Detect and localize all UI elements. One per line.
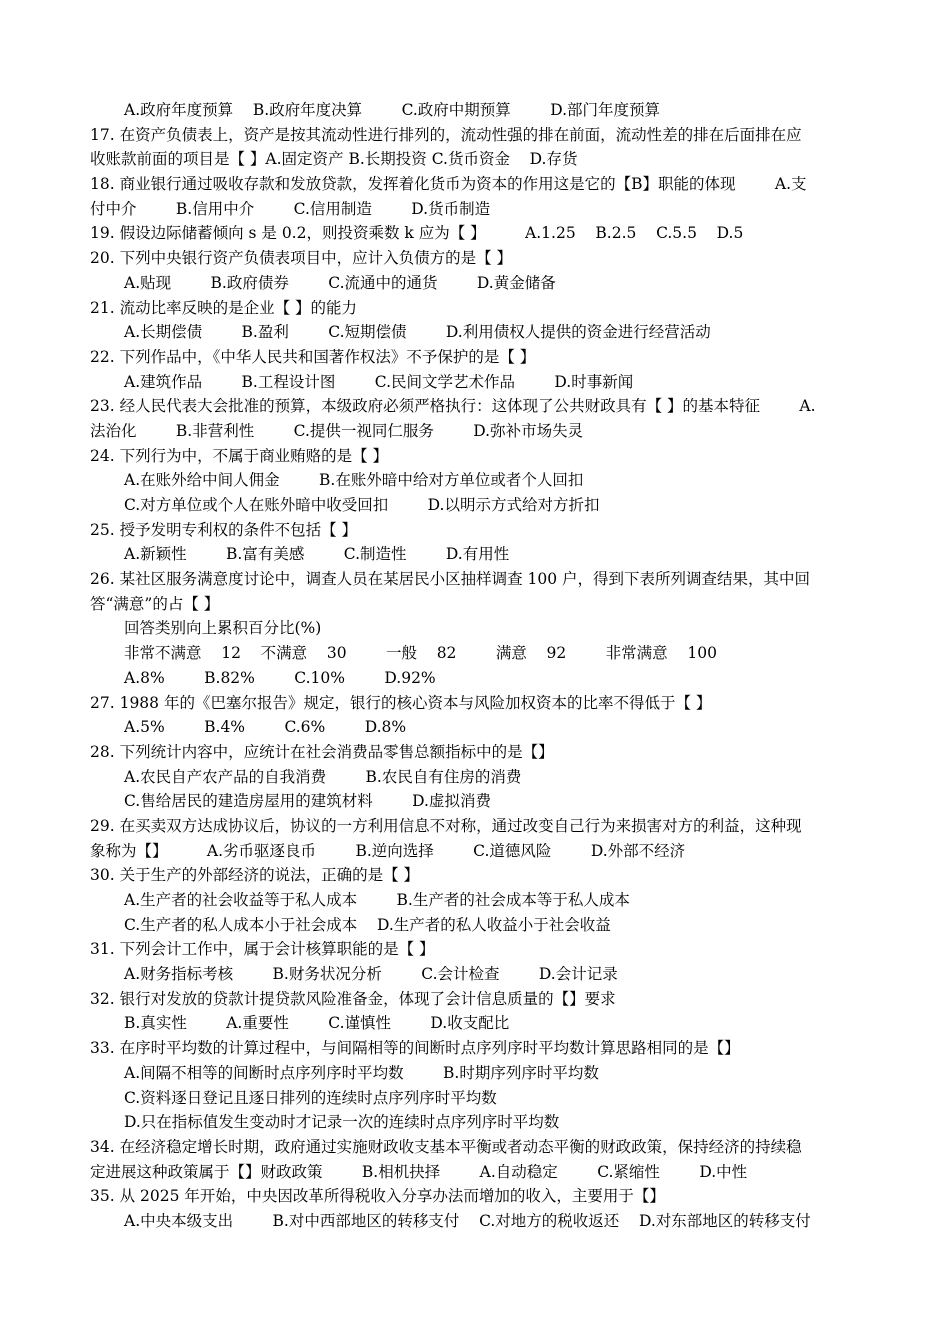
text-line: A.5% B.4% C.6% D.8% (124, 718, 407, 737)
text-line: 26. 某社区服务满意度讨论中，调查人员在某居民小区抽样调查 100 户，得到下表所列调查结果，其中回 (90, 570, 811, 589)
question-text-body (90, 98, 862, 1234)
text-line: 31. 下列会计工作中，属于会计核算职能的是【 】 (90, 940, 435, 959)
text-line: 22. 下列作品中，《中华人民共和国著作权法》不予保护的是【 】 (90, 347, 536, 366)
text-line: 28. 下列统计内容中，应统计在社会消费品零售总额指标中的是【】 (90, 742, 554, 761)
text-line: 20. 下列中央银行资产负债表项目中，应计入负债方的是【 】 (90, 249, 513, 268)
text-line: A.农民自产农产品的自我消费 B.农民自有住房的消费 (124, 767, 522, 786)
text-line: 34. 在经济稳定增长时期，政府通过实施财政收支基本平衡或者动态平衡的财政政策，保持经济的持续稳 (90, 1137, 802, 1156)
text-line: 32. 银行对发放的贷款计提贷款风险准备金，体现了会计信息质量的【】要求 (90, 989, 616, 1008)
text-line: 33. 在序时平均数的计算过程中，与间隔相等的间断时点序列序时平均数计算思路相同的是【】 (90, 1039, 740, 1058)
text-line: 27. 1988 年的《巴塞尔报告》规定，银行的核心资本与风险加权资本的比率不得低于【 】 (90, 693, 712, 712)
text-line: 付中介 B.信用中介 C.信用制造 D.货币制造 (90, 199, 491, 218)
text-line: C.资料逐日登记且逐日排列的连续时点序列序时平均数 (124, 1088, 497, 1107)
text-line: A.新颖性 B.富有美感 C.制造性 D.有用性 (124, 545, 510, 564)
text-line: 象称为【】 A.劣币驱逐良币 B.逆向选择 C.道德风险 D.外部不经济 (90, 841, 686, 860)
text-line: 回答类别向上累积百分比(%) (124, 619, 322, 638)
text-line: 30. 关于生产的外部经济的说法，正确的是【 】 (90, 866, 420, 885)
text-line: A.在账外给中间人佣金 B.在账外暗中给对方单位或者个人回扣 (124, 471, 584, 490)
text-line: A.长期偿债 B.盈利 C.短期偿债 D.利用债权人提供的资金进行经营活动 (124, 323, 711, 342)
text-line: 29. 在买卖双方达成协议后，协议的一方利用信息不对称，通过改变自己行为来损害对方的利益，这种现 (90, 816, 802, 835)
text-line: A.贴现 B.政府债券 C.流通中的通货 D.黄金储备 (124, 273, 556, 292)
text-line: 收账款前面的项目是【 】A.固定资产 B.长期投资 C.货币资金 D.存货 (90, 150, 578, 169)
text-line: 19. 假设边际储蓄倾向 s 是 0.2，则投资乘数 k 应为【 】 A.1.25 B.2.5 C.5.5 D.5 (90, 224, 744, 243)
text-line: 17. 在资产负债表上，资产是按其流动性进行排列的，流动性强的排在前面，流动性差的排在后面排在应 (90, 125, 802, 144)
text-line: 法治化 B.非营利性 C.提供一视同仁服务 D.弥补市场失灵 (90, 421, 584, 440)
text-line: A.政府年度预算 B.政府年度决算 C.政府中期预算 D.部门年度预算 (124, 101, 661, 119)
text-line: A.建筑作品 B.工程设计图 C.民间文学艺术作品 D.时事新闻 (124, 372, 634, 391)
text-line: A.财务指标考核 B.财务状况分析 C.会计检查 D.会计记录 (124, 965, 618, 984)
text-line: C.售给居民的建造房屋用的建筑材料 D.虚拟消费 (124, 792, 491, 811)
text-line: C.生产者的私人成本小于社会成本 D.生产者的私人收益小于社会收益 (124, 915, 611, 934)
text-line: 18. 商业银行通过吸收存款和发放贷款，发挥着化货币为资本的作用这是它的【B】职能的体现 A.支 (90, 175, 807, 194)
text-line: B.真实性 A.重要性 C.谨慎性 D.收支配比 (124, 1014, 510, 1033)
text-line: 35. 从 2025 年开始，中央因改革所得税收入分享办法而增加的收入，主要用于【】 (90, 1187, 665, 1206)
text-line: A.8% B.82% C.10% D.92% (124, 668, 436, 687)
text-line: D.只在指标值发生变动时才记录一次的连续时点序列序时平均数 (124, 1113, 560, 1132)
text-line: A.中央本级支出 B.对中西部地区的转移支付 C.对地方的税收返还 D.对东部地区的转移支付 (124, 1211, 811, 1230)
text-line: A.生产者的社会收益等于私人成本 B.生产者的社会成本等于私人成本 (124, 891, 630, 909)
text-line: A.间隔不相等的间断时点序列序时平均数 B.时期序列序时平均数 (124, 1063, 599, 1082)
text-line: 答“满意”的占【 】 (90, 594, 220, 613)
text-line: 24. 下列行为中，不属于商业贿赂的是【 】 (90, 446, 389, 465)
text-line: 23. 经人民代表大会批准的预算，本级政府必须严格执行：这体现了公共财政具有【 】的基本特征 A. (90, 397, 816, 416)
text-line: 25. 授予发明专利权的条件不包括【 】 (90, 520, 358, 539)
text-line: C.对方单位或个人在账外暗中收受回扣 D.以明示方式给对方折扣 (124, 496, 600, 514)
text-line: 21. 流动比率反映的是企业【 】的能力 (90, 298, 358, 317)
text-line: 非常不满意 12 不满意 30 一般 82 满意 92 非常满意 100 (124, 644, 717, 663)
text-line: 定进展这种政策属于【】财政政策 B.相机抉择 A.自动稳定 C.紧缩性 D.中性 (90, 1162, 748, 1181)
